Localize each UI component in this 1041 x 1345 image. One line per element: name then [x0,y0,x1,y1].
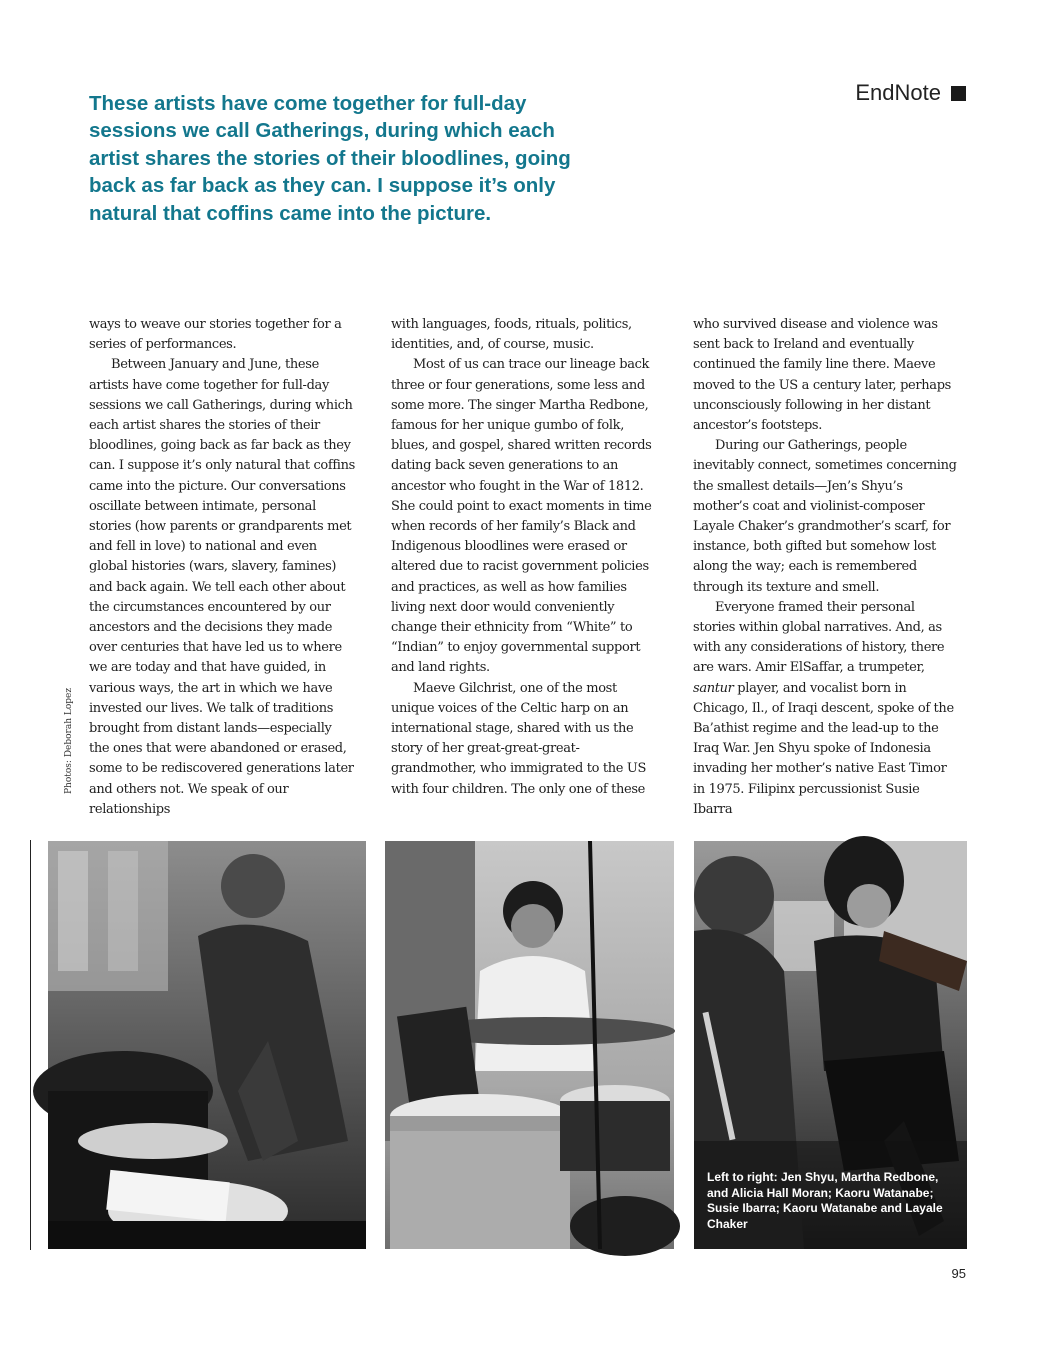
section-square-icon [951,86,966,101]
paragraph [693,598,959,820]
instrument-name: santur [693,680,734,696]
section-title: EndNote [855,80,941,105]
margin-rule [30,840,31,1250]
paragraph-text: Everyone framed their personal stories within global narratives. And, as with any considerations of history, there are wars. Amir ElSaffar, a trumpeter, [693,599,945,676]
paragraph: who survived disease and violence was sent back to Ireland and eventually continued the family line there. Maeve moved to the US a century later, perhaps unconsciously following in her distant ancestor’s footsteps. [693,317,951,434]
paragraph: During our Gatherings, people inevitably connect, sometimes concerning the smallest details—Jen’s Shyu’s mother’s coat and violinist-composer Layale Chaker’s grandmother’s scarf, for instance, both gifted but somehow lost along the way; each is remembered through its texture and smell. [693,438,957,595]
page-number: 95 [951,1266,966,1281]
paragraph: Most of us can trace our lineage back three or four generations, some less and some more. The singer Martha Redbone, famous for her unique gumbo of folk, blues, and gospel, shared written records dating back seven generations to an ancestor who fought in the War of 1812. She could point to exact moments in time when records of her family’s Black and Indigenous bloodlines were erased or altered due to racist government policies and practices, as well as how families living next door would conveniently change their ethnicity from “White” to “Indian” to enjoy governmental support and land rights. [391,357,652,676]
paragraph: Maeve Gilchrist, one of the most unique voices of the Celtic harp on an international stage, shared with us the story of her great-great-great-grandmother, who immigrated to the US with four children. The only one of these [391,680,647,797]
paragraph-text: player, and vocalist born in Chicago, Il., of Iraqi descent, spoke of the Ba’athist regime and the lead-up to the Iraq War. Jen Shyu spoke of Indonesia invading her mother’s native East Timor in 1975. Filipinx percussionist Susie Ibarra [693,680,954,817]
paragraph: Between January and June, these artists have come together for full-day sessions we call Gatherings, during which each artist shares the stories of their bloodlines, going back as far back as they can. I suppose it’s only natural that coffins came into the picture. Our conversations oscillate between intimate, personal stories (how parents or grandparents met and fell in love) to national and even global histories (wars, slavery, famines) and back again. We tell each other about the circumstances encountered by our ancestors and the decisions they made over centuries that have led us to where we are today and that have guided, in various ways, the art in which we have invested our lives. We talk of traditions brought from distant lands—especially the ones that were abandoned or erased, some to be rediscovered generations later and others not. We speak of our relationships [89,357,355,817]
photo-percussionist [48,841,366,1249]
article-column-3 [693,315,959,817]
article-column-1 [89,315,355,817]
photo-caption: Left to right: Jen Shyu, Martha Redbone, and Alicia Hall Moran; Kaoru Watanabe; Susie Ibarra; Kaoru Watanabe and Layale Chaker [707,1170,943,1231]
paragraph: ways to weave our stories together for a series of performances. [89,317,342,353]
paragraph: with languages, foods, rituals, politics, identities, and, of course, music. [391,317,632,353]
section-label [855,80,966,106]
article-column-2 [391,315,657,805]
photo-credit: Photos: Deborah Lopez [64,687,74,794]
photo-drummer [385,841,674,1249]
pull-quote: These artists have come together for full-day sessions we call Gatherings, during which each artist shares the stories of their bloodlines, going back as far back as they can. I suppose it’s only natural that coffins came into the picture. [89,92,571,225]
